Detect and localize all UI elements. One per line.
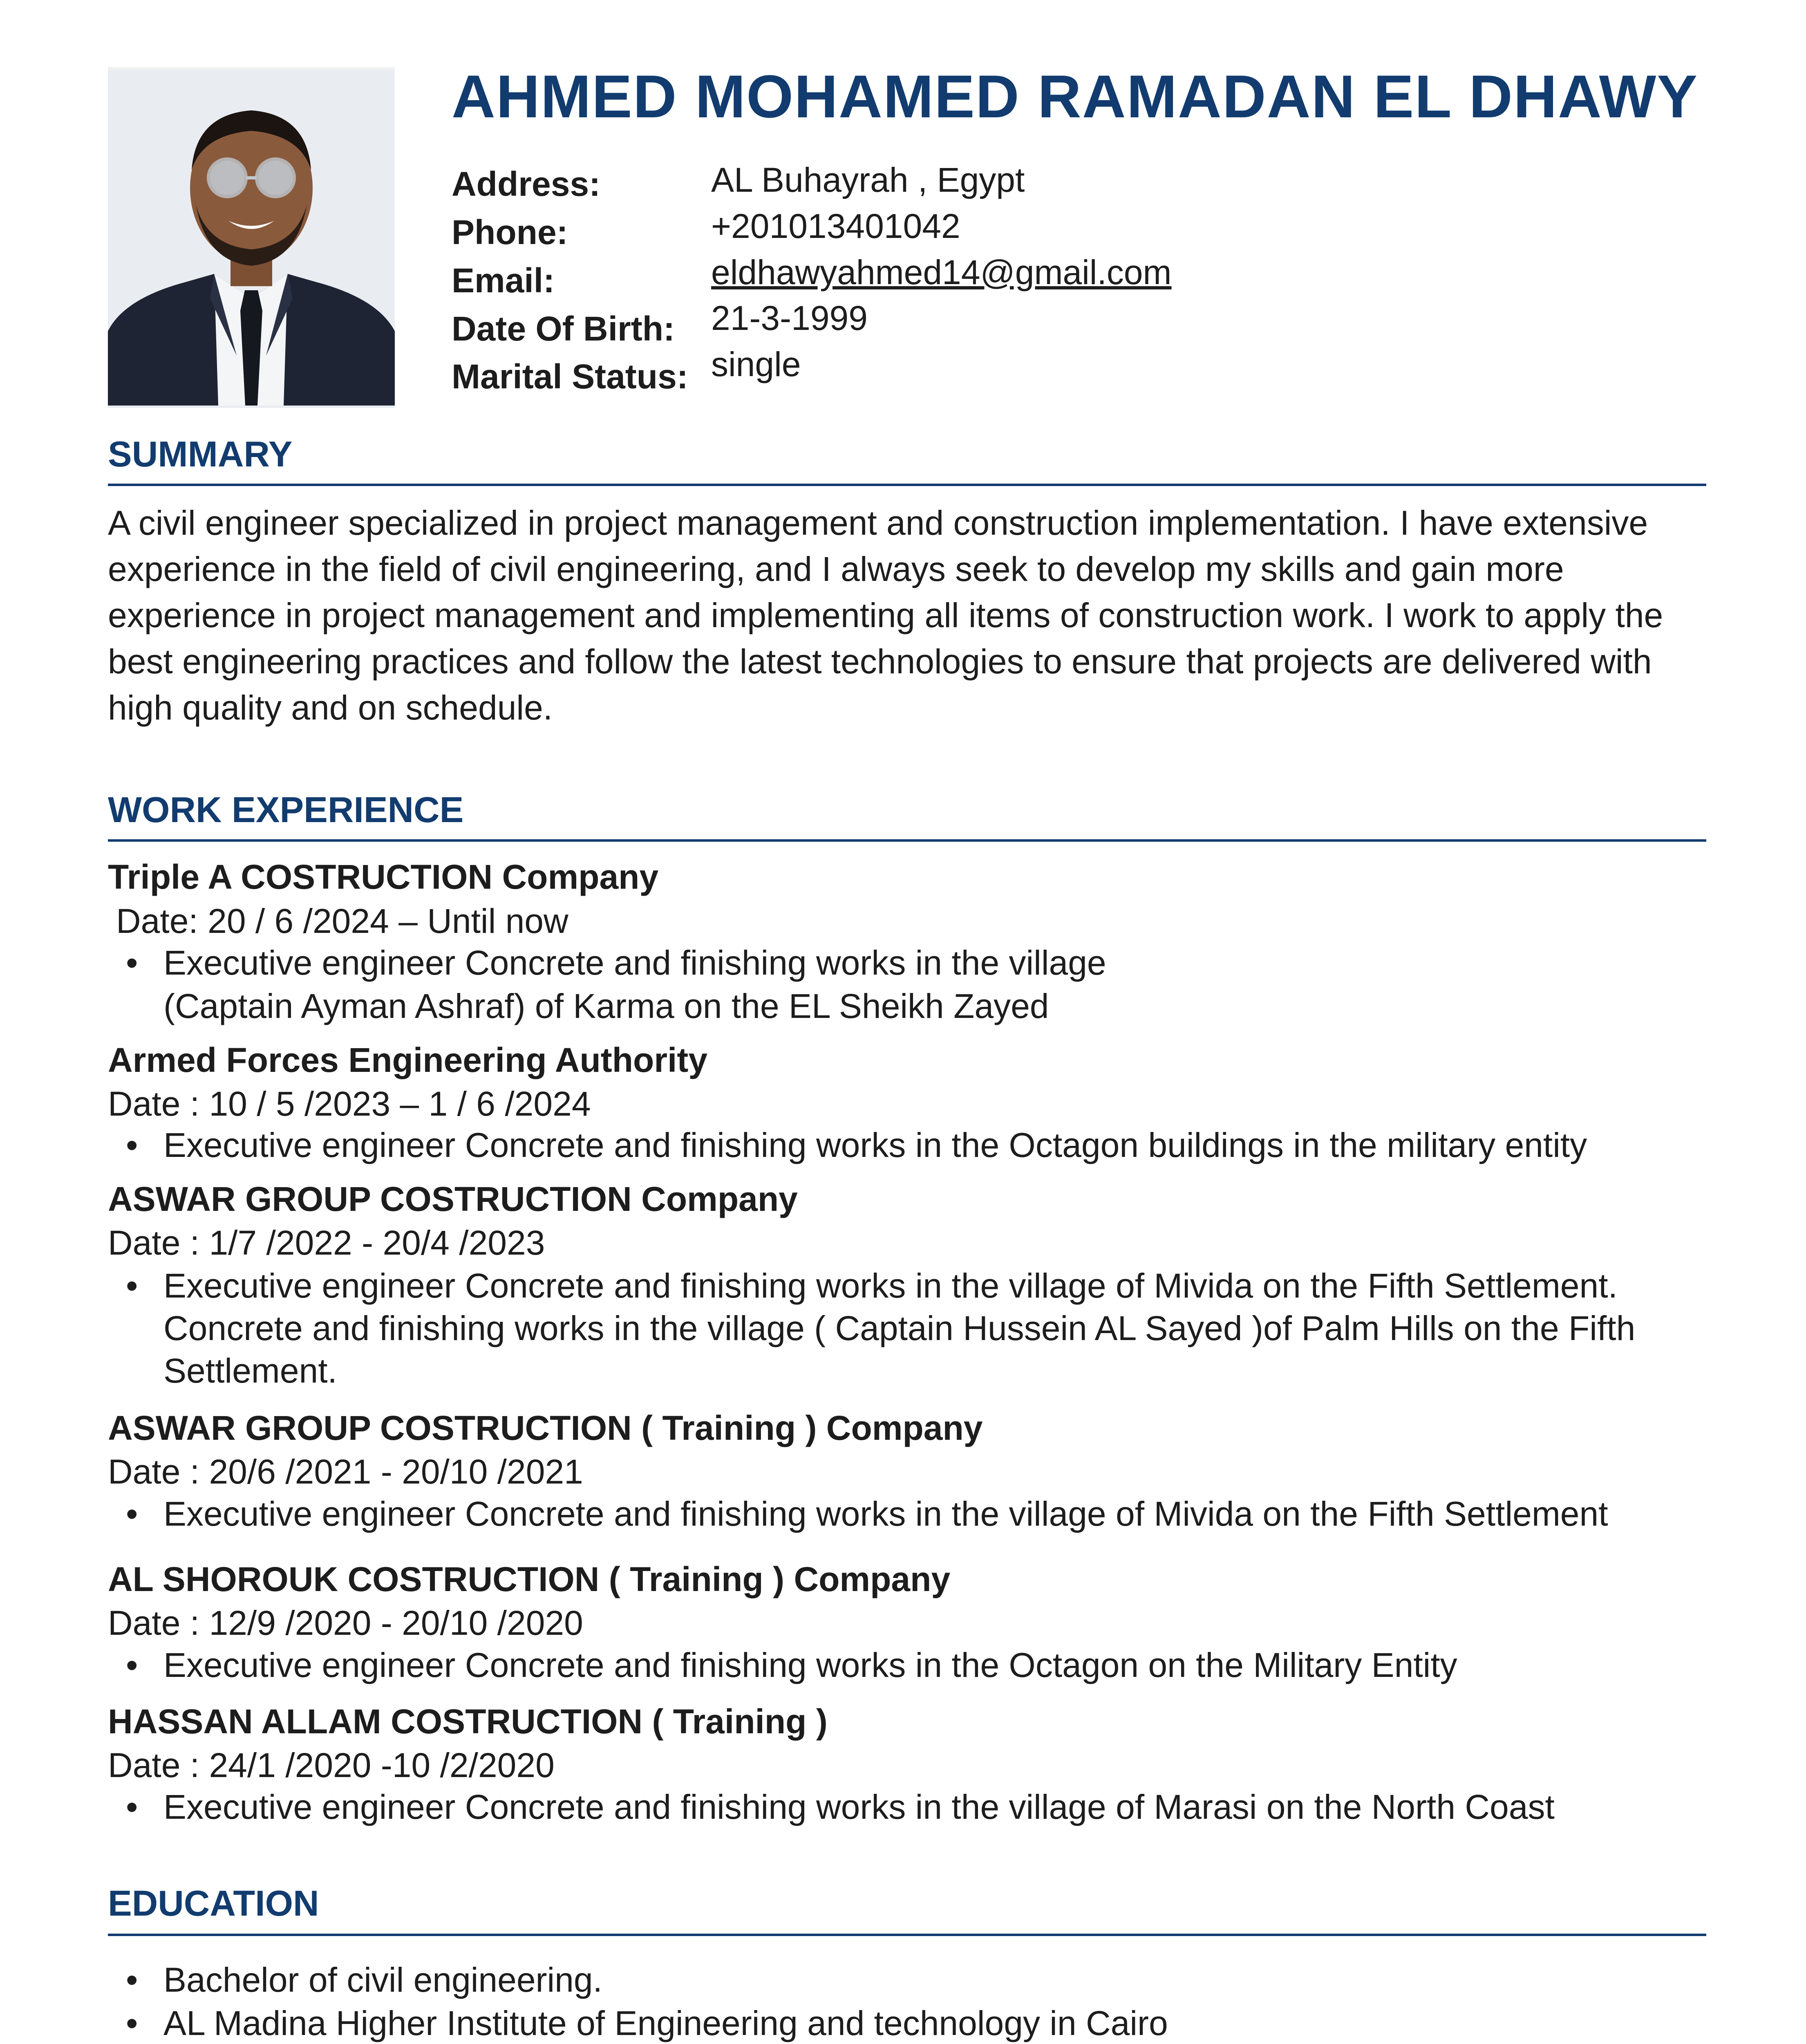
marital-status-value: single — [711, 345, 801, 383]
education-divider — [108, 1934, 1706, 1936]
email-link[interactable]: eldhawyahmed14@gmail.com — [711, 253, 1172, 291]
job-date: Date : 1/7 /2022 - 20/4 /2023 — [108, 1224, 545, 1262]
job-company: AL SHOROUK COSTRUCTION ( Training ) Company — [108, 1560, 951, 1598]
summary-heading: SUMMARY — [108, 434, 293, 474]
phone-label: Phone: — [452, 213, 568, 251]
job-company: HASSAN ALLAM COSTRUCTION ( Training ) — [108, 1702, 828, 1741]
portrait-illustration — [108, 69, 395, 406]
job-date: Date : 20/6 /2021 - 20/10 /2021 — [108, 1452, 583, 1491]
address-value: AL Buhayrah , Egypt — [711, 161, 1025, 199]
address-label: Address: — [452, 165, 601, 203]
marital-status-label: Marital Status: — [452, 357, 688, 396]
work-experience-heading: WORK EXPERIENCE — [108, 789, 464, 830]
job-date: Date : 12/9 /2020 - 20/10 /2020 — [108, 1604, 583, 1642]
job-bullet: • Executive engineer Concrete and finishing works in the village of Mivida on the Fifth Settlement. — [163, 1264, 1618, 1307]
phone-value: +201013401042 — [711, 207, 960, 245]
job-date: Date : 10 / 5 /2023 – 1 / 6 /2024 — [108, 1085, 591, 1123]
job-date: Date : 24/1 /2020 -10 /2/2020 — [108, 1746, 555, 1784]
job-date: Date: 20 / 6 /2024 – Until now — [116, 902, 568, 940]
job-bullet: • Executive engineer Concrete and finishing works in the Octagon buildings in the military entity — [163, 1123, 1587, 1167]
education-item: • Bachelor of civil engineering. — [163, 1958, 602, 2001]
profile-photo — [108, 67, 395, 408]
job-bullet: • Executive engineer Concrete and finishing works in the village of Marasi on the North Coast — [163, 1785, 1555, 1829]
email-label: Email: — [452, 261, 555, 300]
education-heading: EDUCATION — [108, 1883, 319, 1923]
job-bullet: • Executive engineer Concrete and finishing works in the village (Captain Ayman Ashraf) of Karma on the EL Sheikh Zayed — [163, 941, 1106, 1028]
work-experience-divider — [108, 839, 1706, 842]
summary-divider — [108, 484, 1706, 486]
job-company: Triple A COSTRUCTION Company — [108, 858, 659, 896]
dob-value: 21-3-1999 — [711, 299, 868, 337]
job-bullet: • Executive engineer Concrete and finishing works in the village of Mivida on the Fifth Settlement — [163, 1492, 1608, 1535]
candidate-name: AHMED MOHAMED RAMADAN EL DHAWY — [452, 63, 1699, 130]
job-company: ASWAR GROUP COSTRUCTION Company — [108, 1180, 798, 1218]
job-bullet-continuation: Settlement. — [163, 1351, 337, 1390]
education-item: • AL Madina Higher Institute of Engineering and technology in Cairo — [163, 2001, 1168, 2044]
summary-text: A civil engineer specialized in project management and construction implementation. I have extensive experience in the field of civil engineering, and I always seek to develop my skills and gain more experience in project management and implementing all items of construction work. I work to apply the best engineering practices and follow the latest technologies to ensure that projects are delivered with high quality and on schedule. — [108, 504, 1663, 727]
job-bullet: • Executive engineer Concrete and finishing works in the Octagon on the Military Entity — [163, 1643, 1457, 1687]
job-company: ASWAR GROUP COSTRUCTION ( Training ) Company — [108, 1409, 983, 1447]
dob-label: Date Of Birth: — [452, 309, 675, 348]
job-company: Armed Forces Engineering Authority — [108, 1041, 708, 1079]
job-bullet-continuation: Concrete and finishing works in the village ( Captain Hussein AL Sayed )of Palm Hills on the Fifth — [163, 1309, 1636, 1347]
